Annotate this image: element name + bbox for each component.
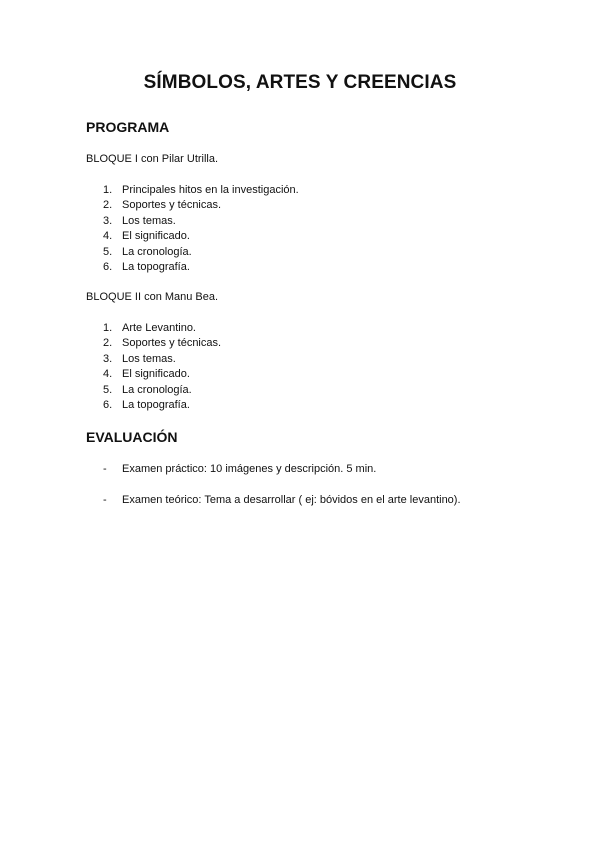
list-item-number: 2. <box>103 199 113 212</box>
list-item-number: 6. <box>103 260 113 273</box>
list-item-number: 5. <box>103 245 113 258</box>
list-item-text: Examen teórico: Tema a desarrollar ( ej: bóvidos en el arte levantino). <box>122 494 461 506</box>
bloque-1-list <box>86 183 299 275</box>
list-item-number: 4. <box>103 368 113 381</box>
list-item <box>86 336 221 351</box>
list-item <box>86 352 221 367</box>
list-item <box>86 229 299 244</box>
list-item <box>86 383 221 398</box>
list-item-text: Arte Levantino. <box>122 322 196 334</box>
list-item-number: 2. <box>103 337 113 350</box>
list-item-number: 3. <box>103 352 113 365</box>
programa-heading: PROGRAMA <box>86 119 170 135</box>
bloque-2-label: BLOQUE II con Manu Bea. <box>86 291 219 303</box>
list-item-text: La topografía. <box>122 398 190 411</box>
list-item-text: La cronología. <box>122 245 192 258</box>
bloque-1-label: BLOQUE I con Pilar Utrilla. <box>86 153 219 165</box>
bloque-2-list <box>86 321 221 413</box>
list-item-number: 5. <box>103 383 113 396</box>
list-item-number: 3. <box>103 214 113 227</box>
evaluacion-list <box>86 462 461 524</box>
list-item-dash: - <box>103 463 107 475</box>
list-item <box>86 214 299 229</box>
evaluacion-heading: EVALUACIÓN <box>86 429 178 445</box>
list-item-text: Examen práctico: 10 imágenes y descripción. 5 min. <box>122 463 377 475</box>
list-item-text: El significado. <box>122 368 190 381</box>
list-item-text: Soportes y técnicas. <box>122 337 222 350</box>
list-item-number: 1. <box>103 184 113 196</box>
list-item-text: El significado. <box>122 230 190 243</box>
list-item <box>86 198 299 213</box>
list-item-text: Soportes y técnicas. <box>122 199 222 212</box>
list-item-text: La cronología. <box>122 383 192 396</box>
list-item <box>86 260 299 275</box>
list-item <box>86 462 461 493</box>
document-title: SÍMBOLOS, ARTES Y CREENCIAS <box>143 72 457 93</box>
list-item <box>86 493 461 524</box>
list-item-text: La topografía. <box>122 260 190 273</box>
list-item-text: Los temas. <box>122 214 176 227</box>
list-item <box>86 321 221 336</box>
list-item <box>86 245 299 260</box>
list-item-number: 4. <box>103 230 113 243</box>
list-item <box>86 367 221 382</box>
list-item-dash: - <box>103 494 107 506</box>
list-item <box>86 398 221 413</box>
list-item-text: Los temas. <box>122 352 176 365</box>
list-item-text: Principales hitos en la investigación. <box>122 184 299 196</box>
list-item-number: 6. <box>103 398 113 411</box>
list-item <box>86 183 299 198</box>
list-item-number: 1. <box>103 322 113 334</box>
